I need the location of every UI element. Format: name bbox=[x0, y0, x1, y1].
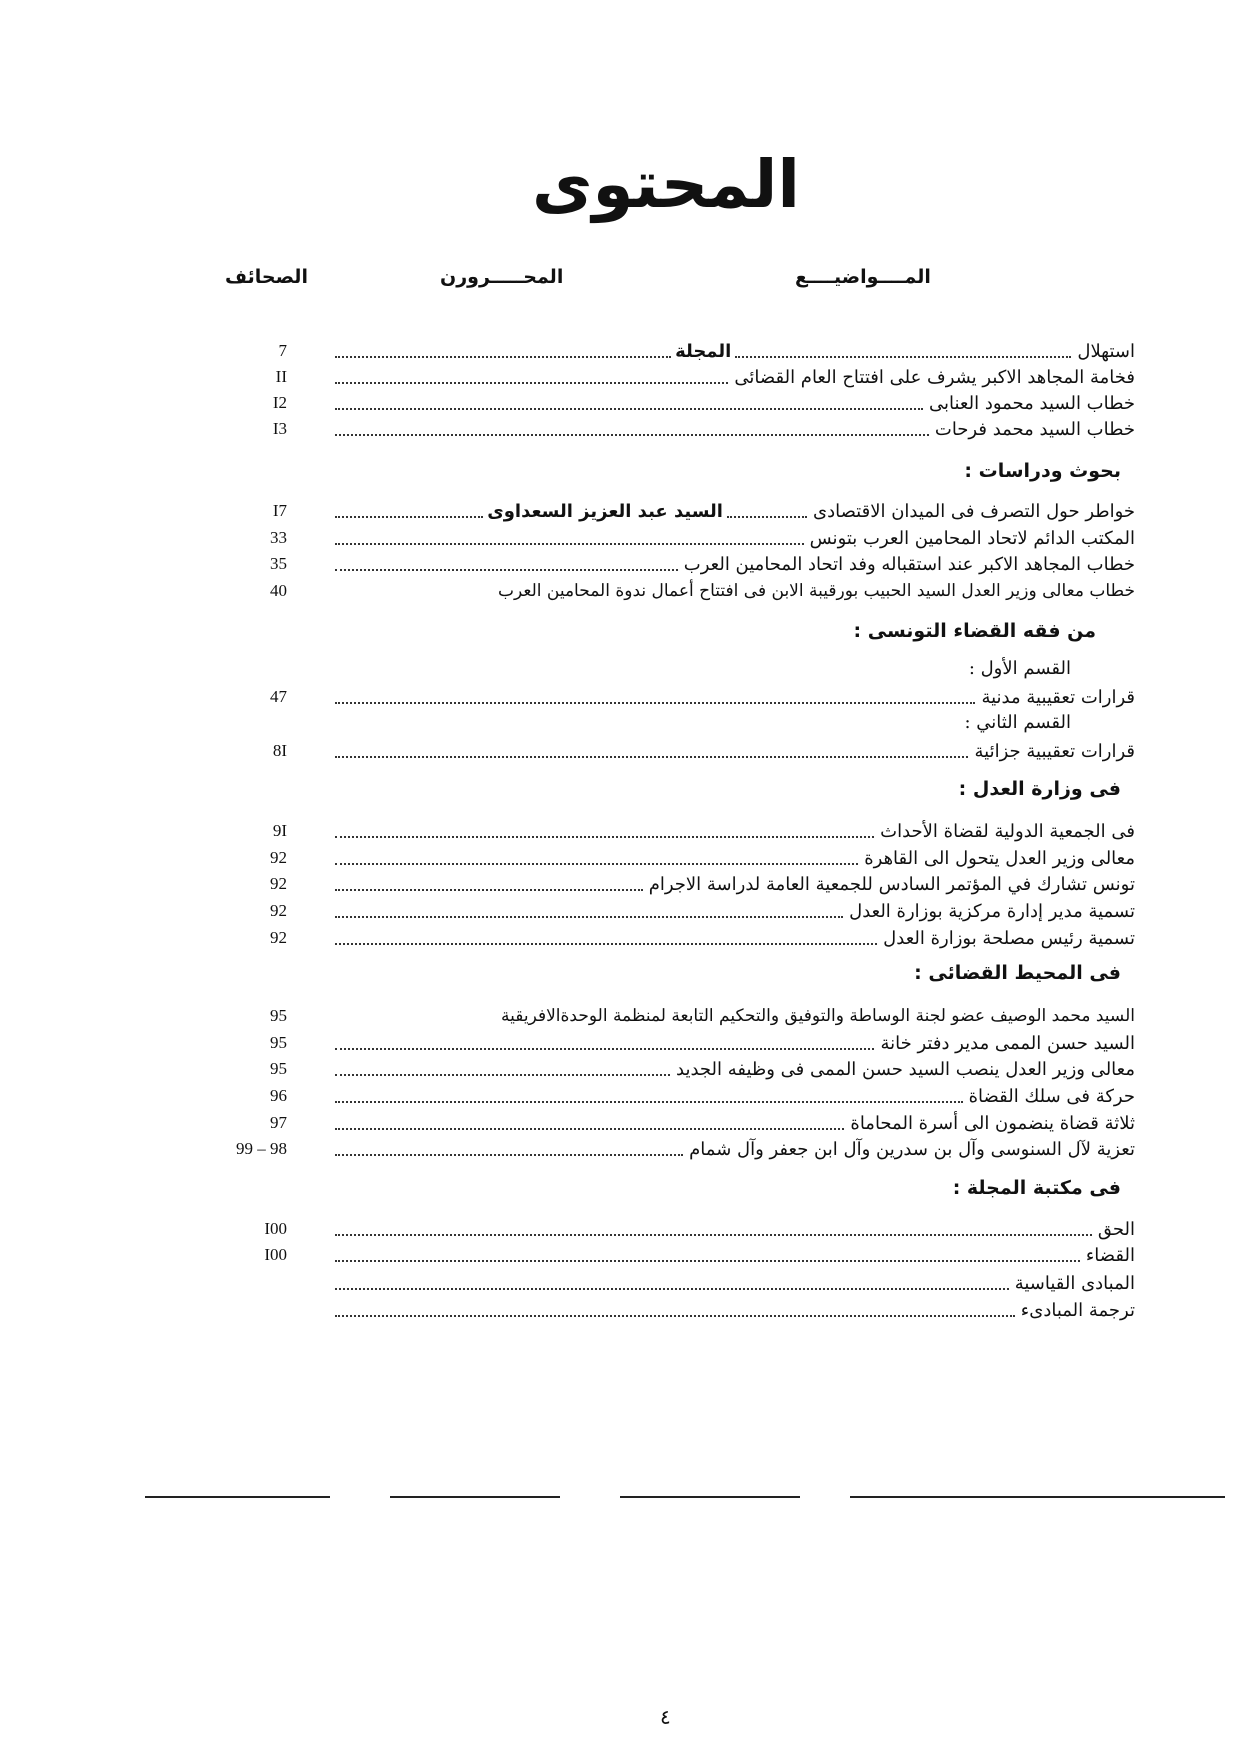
toc-row[interactable] bbox=[195, 925, 1135, 951]
dot-leader bbox=[335, 1153, 683, 1156]
toc-page: I7 bbox=[272, 501, 287, 520]
toc-row[interactable] bbox=[195, 1110, 1135, 1136]
section-heading: فى وزارة العدل : bbox=[958, 778, 1121, 800]
toc-topic: خطاب المجاهد الاكبر عند استقباله وفد اتحاد المحامين العرب bbox=[683, 553, 1135, 575]
toc-row[interactable] bbox=[195, 871, 1135, 897]
footer-rule-gap bbox=[560, 1496, 620, 1498]
toc-row[interactable] bbox=[195, 338, 1135, 364]
toc-page: II bbox=[275, 367, 287, 386]
toc-topic: استهلال bbox=[1077, 340, 1135, 362]
toc-topic: السيد محمد الوصيف عضو لجنة الوساطة والتوفيق والتحكيم التابعة لمنظمة الوحدةالافريقية bbox=[501, 1006, 1135, 1026]
toc-row[interactable] bbox=[195, 1297, 1135, 1323]
dot-leader bbox=[335, 1287, 1009, 1290]
toc-page: 92 bbox=[270, 928, 287, 947]
dot-leader bbox=[727, 515, 807, 518]
toc-row[interactable] bbox=[195, 551, 1135, 577]
toc-row[interactable] bbox=[195, 578, 1135, 604]
toc-topic: القضاء bbox=[1085, 1244, 1135, 1266]
toc-topic: فى الجمعية الدولية لقضاة الأحداث bbox=[880, 820, 1135, 842]
toc-topic: تسمية رئيس مصلحة بوزارة العدل bbox=[883, 927, 1135, 949]
toc-topic: السيد حسن الممى مدير دفتر خانة bbox=[880, 1032, 1135, 1054]
toc-topic: ثلاثة قضاة ينضمون الى أسرة المحاماة bbox=[850, 1112, 1135, 1134]
subsection-label: القسم الثاني : bbox=[964, 712, 1071, 733]
toc-row[interactable] bbox=[195, 364, 1135, 390]
dot-leader bbox=[335, 915, 843, 918]
toc-topic: قرارات تعقيبية جزائية bbox=[974, 740, 1135, 762]
toc-row[interactable] bbox=[195, 898, 1135, 924]
toc-topic: فخامة المجاهد الاكبر يشرف على افتتاح العام القضائى bbox=[734, 366, 1135, 388]
dot-leader bbox=[335, 568, 678, 571]
toc-page: 35 bbox=[270, 554, 287, 573]
dot-leader bbox=[335, 701, 975, 704]
section-heading: من فقه القضاء التونسى : bbox=[853, 620, 1096, 642]
dot-leader bbox=[335, 1259, 1080, 1262]
toc-page: 40 bbox=[270, 581, 287, 600]
toc-page: I00 bbox=[264, 1245, 287, 1264]
toc-row[interactable] bbox=[195, 1216, 1135, 1242]
toc-topic: معالى وزير العدل ينصب السيد حسن الممى فى وظيفه الجديد bbox=[676, 1058, 1135, 1080]
toc-row[interactable] bbox=[195, 1056, 1135, 1082]
toc-page: I3 bbox=[272, 419, 287, 438]
toc-row[interactable] bbox=[195, 1003, 1135, 1029]
dot-leader bbox=[335, 355, 671, 358]
toc-page: 95 bbox=[270, 1006, 287, 1025]
toc-topic: ترجمة المبادىء bbox=[1020, 1299, 1135, 1321]
toc-page: 9I bbox=[272, 821, 287, 840]
toc-topic: قرارات تعقيبية مدنية bbox=[981, 686, 1135, 708]
toc-topic: تسمية مدير إدارة مركزية بوزارة العدل bbox=[849, 900, 1135, 922]
dot-leader bbox=[335, 407, 923, 410]
section-heading: بحوث ودراسات : bbox=[964, 460, 1121, 482]
footer-rule bbox=[145, 1496, 1225, 1498]
toc-topic: خطاب السيد محمد فرحات bbox=[934, 418, 1135, 440]
toc-row[interactable] bbox=[195, 390, 1135, 416]
header-pages: الصحائف bbox=[225, 266, 308, 288]
toc-row[interactable] bbox=[195, 1270, 1135, 1296]
toc-page: 92 bbox=[270, 848, 287, 867]
toc-page: 95 bbox=[270, 1033, 287, 1052]
toc-row[interactable] bbox=[195, 498, 1135, 524]
toc-page: 99 – 98 bbox=[236, 1139, 287, 1158]
toc-topic: خطاب معالى وزير العدل السيد الحبيب بورقيبة الابن فى افتتاح أعمال ندوة المحامين العرب bbox=[497, 581, 1135, 601]
page-number: ٤ bbox=[660, 1705, 671, 1729]
dot-leader bbox=[335, 1073, 670, 1076]
footer-rule-gap bbox=[330, 1496, 390, 1498]
toc-page: I2 bbox=[272, 393, 287, 412]
toc-page: 92 bbox=[270, 874, 287, 893]
dot-leader bbox=[335, 942, 877, 945]
toc-page: 7 bbox=[278, 341, 287, 360]
toc-author: المجلة bbox=[675, 340, 732, 362]
header-topics: المــــواضيــــع bbox=[795, 266, 931, 288]
toc-topic: معالى وزير العدل يتحول الى القاهرة bbox=[864, 847, 1135, 869]
toc-topic: خطاب السيد محمود العنابى bbox=[929, 392, 1135, 414]
subsection-label: القسم الأول : bbox=[968, 658, 1071, 679]
toc-page: 33 bbox=[270, 528, 287, 547]
toc-row[interactable] bbox=[195, 416, 1135, 442]
toc-topic: تعزية لآل السنوسى وآل بن سدرين وآل ابن جعفر وآل شمام bbox=[689, 1138, 1135, 1160]
toc-row[interactable] bbox=[195, 1083, 1135, 1109]
toc-row[interactable] bbox=[195, 1242, 1135, 1268]
toc-row[interactable] bbox=[195, 1030, 1135, 1056]
header-authors: المحـــــرورن bbox=[440, 266, 564, 288]
toc-page: 97 bbox=[270, 1113, 287, 1132]
toc-author: السيد عبد العزيز السعداوى bbox=[487, 500, 723, 522]
dot-leader bbox=[335, 1127, 844, 1130]
section-heading: فى المحيط القضائى : bbox=[914, 962, 1121, 984]
dot-leader bbox=[335, 515, 483, 518]
dot-leader bbox=[335, 1100, 963, 1103]
page-title: المحتوى bbox=[531, 146, 800, 223]
toc-row[interactable] bbox=[195, 525, 1135, 551]
toc-row[interactable] bbox=[195, 738, 1135, 764]
toc-topic: المكتب الدائم لاتحاد المحامين العرب بتونس bbox=[809, 527, 1135, 549]
toc-page: 96 bbox=[270, 1086, 287, 1105]
toc-topic: تونس تشارك في المؤتمر السادس للجمعية العامة لدراسة الاجرام bbox=[648, 873, 1135, 895]
dot-leader bbox=[335, 888, 643, 891]
dot-leader bbox=[335, 381, 728, 384]
toc-page: I00 bbox=[264, 1219, 287, 1238]
toc-row[interactable] bbox=[195, 1136, 1135, 1162]
section-heading: فى مكتبة المجلة : bbox=[952, 1177, 1121, 1199]
toc-row[interactable] bbox=[195, 845, 1135, 871]
dot-leader bbox=[335, 433, 929, 436]
dot-leader bbox=[735, 355, 1071, 358]
dot-leader bbox=[335, 542, 804, 545]
toc-row[interactable] bbox=[195, 684, 1135, 710]
toc-page: 92 bbox=[270, 901, 287, 920]
dot-leader bbox=[335, 1047, 874, 1050]
toc-topic: حركة فى سلك القضاة bbox=[968, 1085, 1135, 1107]
toc-row[interactable] bbox=[195, 818, 1135, 844]
toc-page: 8I bbox=[272, 741, 287, 760]
dot-leader bbox=[335, 835, 874, 838]
toc-topic: الحق bbox=[1097, 1218, 1135, 1240]
toc-page: 95 bbox=[270, 1059, 287, 1078]
dot-leader bbox=[335, 755, 968, 758]
dot-leader bbox=[335, 1233, 1092, 1236]
dot-leader bbox=[335, 1314, 1015, 1317]
footer-rule-gap bbox=[800, 1496, 850, 1498]
dot-leader bbox=[335, 862, 858, 865]
toc-page: 47 bbox=[270, 687, 287, 706]
toc-topic: المبادى القياسية bbox=[1014, 1272, 1135, 1294]
toc-topic: خواطر حول التصرف فى الميدان الاقتصادى bbox=[812, 500, 1135, 522]
